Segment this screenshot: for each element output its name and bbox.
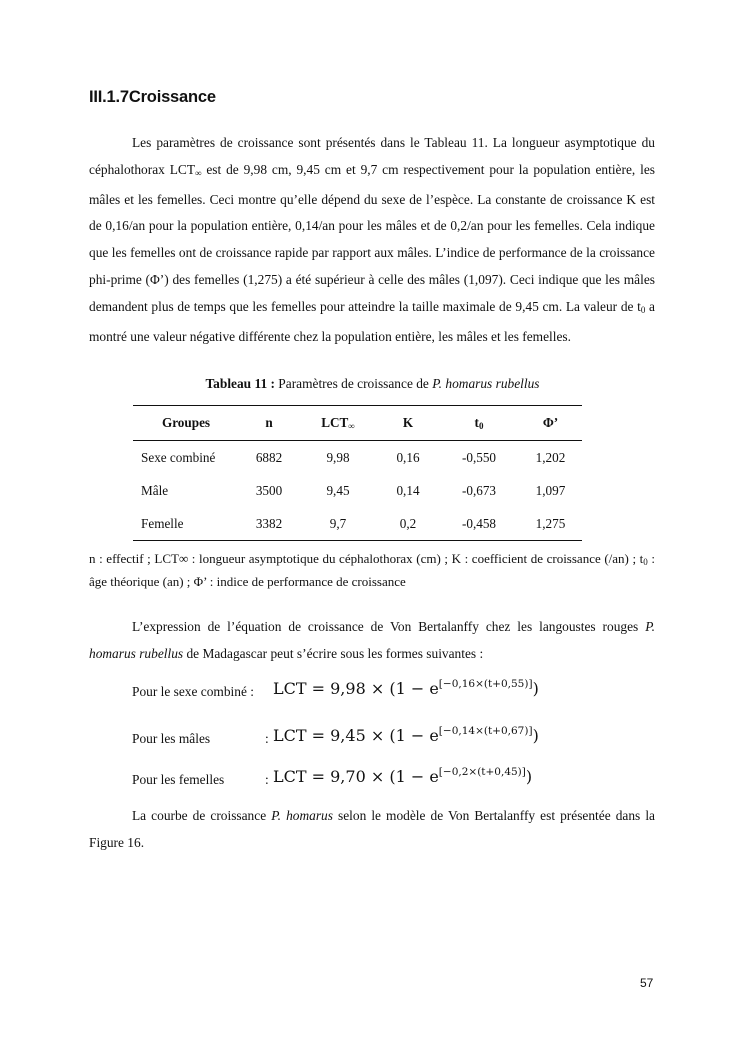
cell-n: 6882 — [255, 449, 283, 465]
equation-combined: LCT = 9,98 × (1 − e[−0,16×(t+0,55)]) — [273, 678, 539, 698]
equation-label-combined: Pour le sexe combiné : — [132, 684, 254, 699]
equation-males: LCT = 9,45 × (1 − e[−0,14×(t+0,67)]) — [273, 725, 539, 745]
equation-colon-females: : — [265, 772, 269, 787]
growth-parameters-table — [133, 405, 582, 541]
col-header-k: K — [377, 406, 439, 441]
table-row — [133, 507, 582, 541]
cell-groupe: Femelle — [133, 507, 239, 541]
cell-t0: -0,550 — [461, 449, 497, 465]
cell-n: 3500 — [255, 482, 283, 498]
col-header-phi: Φ’ — [519, 406, 582, 441]
cell-phi: 1,275 — [519, 507, 582, 541]
paragraph-equation-intro: L’expression de l’équation de croissance de Von Bertalanffy chez les langoustes rouges P. homarus rubellus de Madagascar peut s’écrire sous les formes suivantes : — [89, 619, 655, 661]
table-header-row — [133, 406, 582, 441]
table-caption: Tableau 11 : Paramètres de croissance de P. homarus rubellus — [205, 376, 540, 391]
table-footnote: n : effectif ; LCT∞ : longueur asymptotique du céphalothorax (cm) ; K : coefficient de croissance (/an) ; $t_0$ : âge théorique (an) ; Φ’ : indice de performance de croissance — [89, 551, 655, 589]
page-number: 57 — [640, 976, 654, 990]
table-row — [133, 474, 582, 507]
cell-lct: 9,7 — [299, 507, 377, 541]
cell-k: 0,16 — [396, 449, 420, 465]
cell-lct: 9,98 — [326, 449, 350, 465]
cell-groupe: Sexe combiné — [141, 449, 216, 465]
paragraph-figure-reference: La courbe de croissance P. homarus selon le modèle de Von Bertalanffy est présentée dans la Figure 16. — [89, 808, 655, 850]
cell-t0: -0,673 — [461, 482, 497, 498]
cell-n: 3382 — [239, 507, 299, 541]
cell-k: 0,14 — [396, 482, 420, 498]
equation-colon-males: : — [265, 731, 269, 746]
table-row — [133, 441, 582, 475]
cell-k: 0,2 — [377, 507, 439, 541]
cell-t0: -0,458 — [439, 507, 519, 541]
cell-lct: 9,45 — [326, 482, 350, 498]
equation-label-males: Pour les mâles — [132, 731, 211, 746]
section-heading: III.1.7Croissance — [89, 88, 216, 106]
equation-label-females: Pour les femelles — [132, 772, 225, 787]
col-header-lct: $LCT_\infty$ — [299, 406, 377, 441]
col-header-t0: $t_0$ — [439, 406, 519, 441]
equation-females: LCT = 9,70 × (1 − e[−0,2×(t+0,45)]) — [273, 766, 533, 786]
cell-groupe: Mâle — [141, 482, 169, 498]
paragraph-growth-parameters: Les paramètres de croissance sont présentés dans le Tableau 11. La longueur asymptotique du céphalothorax $LCT_\infty$ est de 9,98 cm, 9,45 cm et 9,7 cm respectivement pour la population entière, les mâles et les femelles. Ceci montre qu’elle dépend du sexe de l’espèce. La constante de croissance K est de 0,16/an pour la population entière, 0,14/an pour les mâles et de 0,2/an pour les femelles. Cela indique que les femelles ont de croissance rapide par rapport aux mâles. L’indice de performance de la croissance phi-prime (Φ’) des femelles (1,275) a été supérieur à celle des mâles (1,097). Ceci indique que les mâles demandent plus de temps que les femelles pour atteindre la taille maximale de 9,45 cm. La valeur de $t_0$ a montré une valeur négative différente chez la population entière, les mâles et les femelles. — [89, 135, 656, 344]
cell-phi: 1,097 — [535, 482, 566, 498]
col-header-groupes: Groupes — [133, 406, 239, 441]
col-header-n: n — [239, 406, 299, 441]
cell-phi: 1,202 — [535, 449, 566, 465]
